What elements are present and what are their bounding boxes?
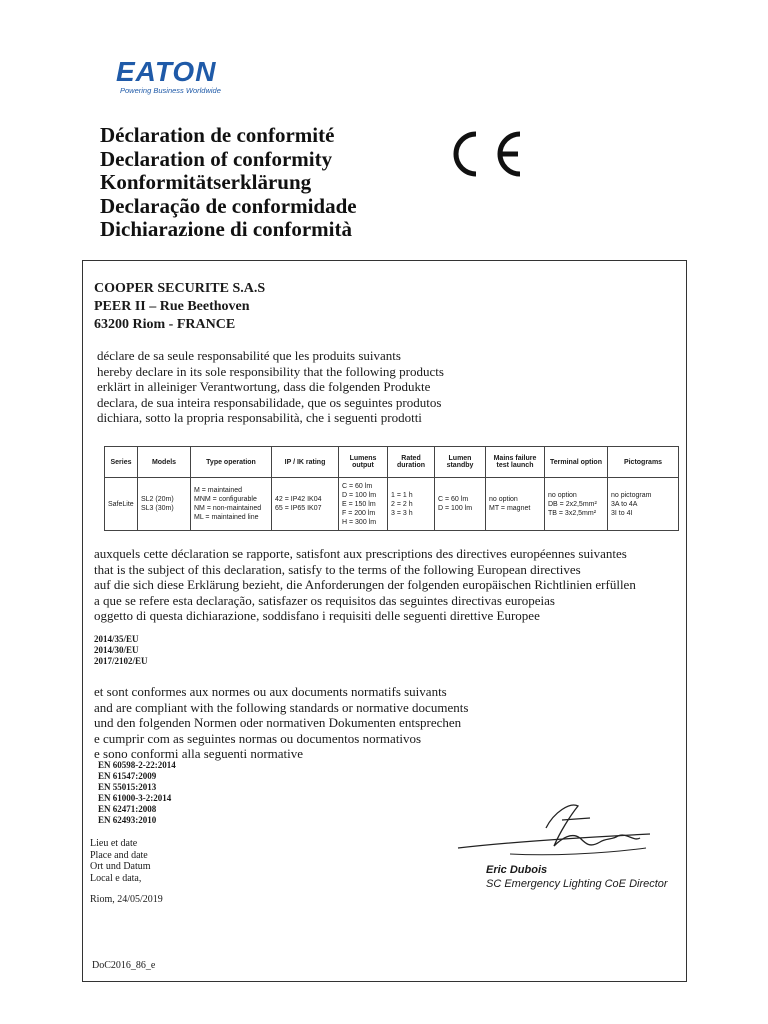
cell-line: F = 200 lm — [342, 509, 376, 517]
norm-item: EN 60598-2-22:2014 — [98, 760, 176, 770]
cell-line: NM = non-maintained — [194, 505, 262, 512]
norm-item: EN 62493:2010 — [98, 815, 157, 825]
conform-line: e cumprir com as seguintes normas ou documentos normativos — [94, 730, 422, 746]
directive-item: 2017/2102/EU — [94, 656, 148, 666]
logo-wordmark: EATON — [116, 56, 217, 87]
norm-item: EN 61000-3-2:2014 — [98, 793, 172, 803]
cell-type-operation — [191, 478, 272, 531]
product-table — [104, 446, 679, 531]
cell-lumen-standby — [435, 478, 486, 531]
col-lumen-standby: Lumen standby — [435, 447, 486, 478]
cell-rated-duration — [388, 478, 435, 531]
cell-lumens-output — [339, 478, 388, 531]
title-en: Declaration of conformity — [100, 146, 333, 171]
col-rated-duration: Rated duration — [388, 447, 435, 478]
place-date-label: Local e data, — [90, 872, 142, 884]
cell-line: ML = maintained line — [194, 514, 259, 521]
directive-item: 2014/35/EU — [94, 634, 139, 644]
col-pictograms: Pictograms — [608, 447, 679, 478]
place-date-value: Riom, 24/05/2019 — [90, 894, 163, 905]
cell-line: C = 60 lm — [342, 482, 373, 490]
cell-line: 3A to 4A — [611, 500, 638, 508]
subject-line: oggetto di questa dichiarazione, soddisfano i requisiti delle seguenti direttive Europee — [94, 608, 540, 623]
cell-line: TB = 3x2,5mm² — [548, 509, 597, 517]
conform-line: and are compliant with the following standards or normative documents — [94, 699, 469, 715]
cell-models — [138, 478, 191, 531]
company-block — [94, 280, 265, 334]
title-pt: Declaração de conformidade — [100, 193, 357, 218]
cell-line: MNM = configurable — [194, 496, 257, 503]
company-address-1: PEER II – Rue Beethoven — [94, 299, 250, 314]
cell-line: D = 100 lm — [438, 505, 473, 512]
conform-line: et sont conformes aux normes ou aux documents normatifs suivants — [94, 684, 447, 699]
cell-line: 65 = IP65 IK07 — [275, 505, 322, 512]
cell-line: SafeLite — [108, 500, 134, 508]
cell-line: C = 60 lm — [438, 496, 469, 503]
cell-line: 3I to 4I — [611, 509, 633, 517]
cell-line: D = 100 lm — [342, 491, 377, 499]
cell-line: H = 300 lm — [342, 518, 377, 526]
cell-line: MT = magnet — [489, 505, 531, 512]
eaton-logo — [116, 58, 236, 95]
subject-text — [94, 546, 636, 624]
place-date-label: Lieu et date — [90, 838, 138, 849]
col-models: Models — [138, 447, 191, 478]
cell-line: no pictogram — [611, 491, 652, 499]
cell-pictograms — [608, 478, 679, 531]
cell-line: 2 = 2 h — [391, 500, 413, 508]
norms-list — [98, 760, 176, 826]
cell-mains-failure — [486, 478, 545, 531]
logo-tagline: Powering Business Worldwide — [120, 86, 221, 95]
signature-icon — [450, 798, 660, 862]
col-ip-ik: IP / IK rating — [272, 447, 339, 478]
declaration-line: erklärt in alleiniger Verantwortung, dass die folgenden Produkte — [97, 379, 431, 394]
cell-line: 1 = 1 h — [391, 491, 413, 499]
subject-line: auxquels cette déclaration se rapporte, satisfont aux prescriptions des directives européennes suivantes — [94, 546, 627, 561]
cell-line: no option — [548, 491, 577, 499]
cell-line: SL2 (20m) — [141, 496, 174, 503]
conformity-text — [94, 684, 468, 762]
directives-list — [94, 634, 148, 667]
cell-line: M = maintained — [194, 487, 243, 494]
norm-item: EN 62471:2008 — [98, 804, 157, 814]
table-header-row — [105, 447, 679, 478]
declaration-line: declara, de sua inteira responsabilidade, que os seguintes produtos — [97, 394, 442, 410]
ce-mark-icon — [446, 128, 526, 180]
col-type-operation: Type operation — [191, 447, 272, 478]
title-de: Konformitätserklärung — [100, 170, 312, 194]
declaration-text — [97, 348, 444, 426]
cell-ip-ik — [272, 478, 339, 531]
signatory-name: Eric Dubois — [486, 864, 548, 876]
col-series: Series — [105, 447, 138, 478]
directive-item: 2014/30/EU — [94, 645, 139, 655]
document-reference: DoC2016_86_e — [92, 960, 156, 971]
cell-line: no option — [489, 496, 518, 503]
declaration-line: déclare de sa seule responsabilité que les produits suivants — [97, 348, 401, 363]
table-row — [105, 478, 679, 531]
col-lumens-output: Lumens output — [339, 447, 388, 478]
col-mains-failure: Mains failure test launch — [486, 447, 545, 478]
col-terminal-option: Terminal option — [545, 447, 608, 478]
subject-line: a que se refere esta declaração, satisfazer os requisitos das seguintes directivas europeias — [94, 592, 555, 608]
company-address-2: 63200 Riom - FRANCE — [94, 317, 236, 332]
cell-line: 3 = 3 h — [391, 509, 413, 517]
place-date-label: Place and date — [90, 849, 148, 861]
signatory-title: SC Emergency Lighting CoE Director — [486, 878, 668, 890]
cell-line: SL3 (30m) — [141, 505, 174, 512]
cell-series — [105, 478, 138, 531]
subject-line: auf die sich diese Erklärung bezieht, die Anforderungen der folgenden europäischen Richtlinien erfüllen — [94, 577, 636, 592]
place-date-labels — [90, 838, 151, 884]
cell-line: 42 = IP42 IK04 — [275, 496, 322, 503]
company-name: COOPER SECURITE S.A.S — [94, 281, 266, 296]
norm-item: EN 55015:2013 — [98, 782, 157, 792]
document-titles — [100, 124, 357, 242]
cell-line: E = 150 lm — [342, 500, 376, 508]
conform-line: und den folgenden Normen oder normativen Dokumenten entsprechen — [94, 715, 462, 730]
cell-terminal-option — [545, 478, 608, 531]
conform-line: e sono conformi alla seguenti normative — [94, 746, 304, 761]
declaration-line: dichiara, sotto la propria responsabilità, che i seguenti prodotti — [97, 410, 422, 425]
title-fr: Déclaration de conformité — [100, 123, 335, 147]
cell-line: DB = 2x2,5mm² — [548, 500, 597, 508]
place-date-label: Ort und Datum — [90, 861, 151, 872]
subject-line: that is the subject of this declaration, satisfy to the terms of the following European directives — [94, 561, 581, 577]
title-it: Dichiarazione di conformità — [100, 217, 352, 241]
norm-item: EN 61547:2009 — [98, 771, 157, 781]
declaration-line: hereby declare in its sole responsibility that the following products — [97, 363, 444, 379]
